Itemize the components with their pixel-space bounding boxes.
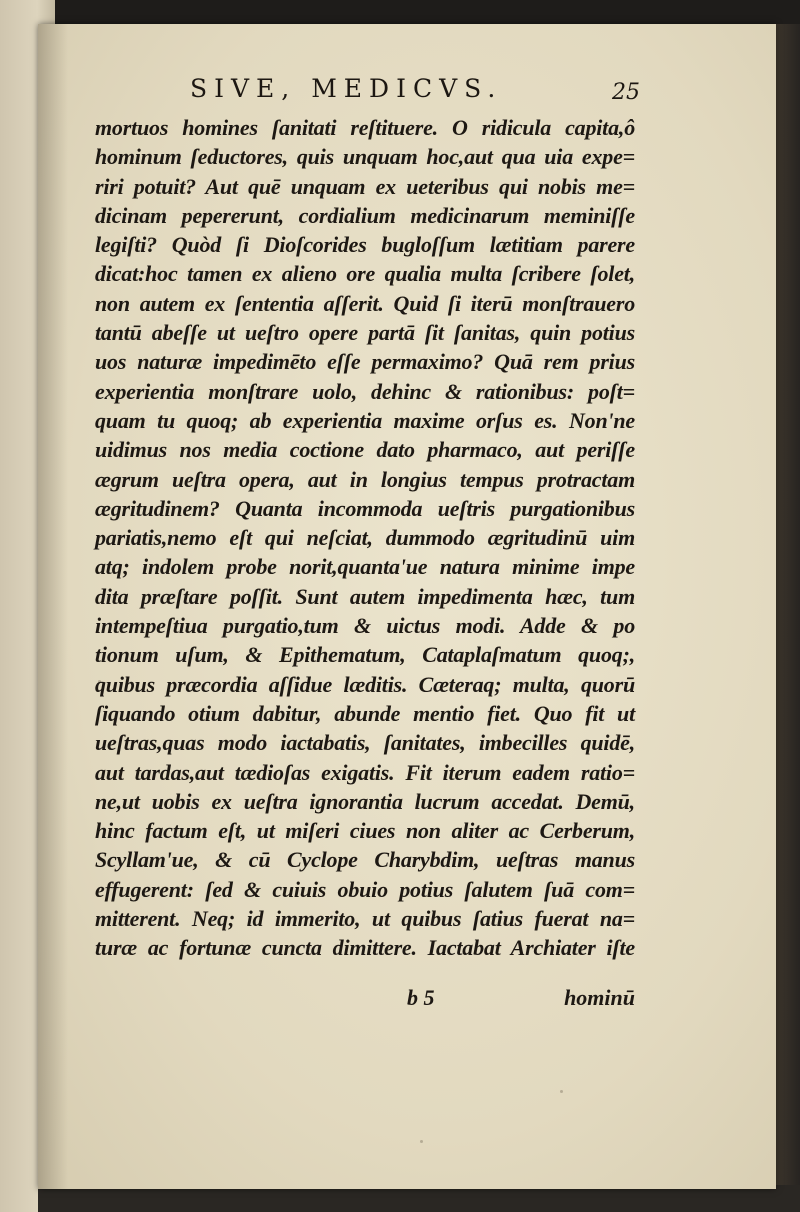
text-line: intempeſtiua purgatio,tum & uictus modi. Adde & po bbox=[95, 613, 635, 639]
text-line: quam tu quoq; ab experientia maxime orſus es. Non'ne bbox=[95, 407, 635, 433]
text-line: dita præſtare poſſit. Sunt autem impedimenta hæc, tum bbox=[95, 583, 635, 609]
text-line: dicat:hoc tamen ex alieno ore qualia multa ſcribere ſolet, bbox=[95, 261, 635, 287]
text-line: mitterent. Neq; id immerito, ut quibus ſatius fuerat na= bbox=[95, 906, 635, 932]
signature-mark: b 5 bbox=[407, 985, 435, 1010]
text-line: effugerent: ſed & cuiuis obuio potius ſalutem ſuā com= bbox=[95, 876, 635, 902]
text-line: legiſti? Quòd ſi Dioſcorides bugloſſum lætitiam parere bbox=[95, 232, 635, 258]
text-line: hominum ſeductores, quis unquam hoc,aut qua uia expe= bbox=[95, 144, 635, 170]
text-line: Scyllam'ue, & cū Cyclope Charybdim, ueſtras manus bbox=[95, 847, 635, 873]
text-line: tionum uſum, & Epithematum, Cataplaſmatum quoq;, bbox=[95, 642, 635, 668]
paper-speck bbox=[560, 1090, 563, 1093]
bottom-shadow bbox=[38, 1185, 800, 1212]
text-line: uidimus nos media coctione dato pharmaco, aut periſſe bbox=[95, 437, 635, 463]
text-line: ne,ut uobis ex ueſtra ignorantia lucrum accedat. Demū, bbox=[95, 788, 635, 814]
page-gutter-shadow bbox=[38, 24, 68, 1189]
text-line: pariatis,nemo eſt qui neſciat, dummodo ægritudinū uim bbox=[95, 525, 635, 551]
text-line: non autem ex ſententia aſſerit. Quid ſi iterū monſtrauero bbox=[95, 290, 635, 316]
paper-speck bbox=[420, 1140, 423, 1143]
text-line: experientia monſtrare uolo, dehinc & rationibus: poſt= bbox=[95, 378, 635, 404]
page-number: 25 bbox=[612, 80, 640, 105]
running-head: SIVE, MEDICVS. bbox=[190, 74, 503, 103]
text-line: ueſtras,quas modo iactabatis, ſanitates, imbecilles quidē, bbox=[95, 730, 635, 756]
text-line: ægrum ueſtra opera, aut in longius tempus protractam bbox=[95, 466, 635, 492]
text-line: dicinam pepererunt, cordialium medicinarum meminiſſe bbox=[95, 202, 635, 228]
text-line: hinc factum eſt, ut miſeri ciues non aliter ac Cerberum, bbox=[95, 818, 635, 844]
body-text bbox=[95, 113, 635, 963]
text-line: quibus præcordia aſſidue læditis. Cæteraq; multa, quorū bbox=[95, 671, 635, 697]
text-line: ſiquando otium dabitur, abunde mentio fiet. Quo fit ut bbox=[95, 700, 635, 726]
text-line: riri potuit? Aut quē unquam ex ueteribus qui nobis me= bbox=[95, 173, 635, 199]
text-line: tantū abeſſe ut ueſtro opere partā ſit ſanitas, quin potius bbox=[95, 320, 635, 346]
text-line: atq; indolem probe norit,quanta'ue natura minime impe bbox=[95, 554, 635, 580]
page-footer bbox=[95, 985, 635, 1015]
text-line: turæ ac fortunæ cuncta dimittere. Iactabat Archiater iſte bbox=[95, 935, 635, 961]
text-line: uos naturæ impedimēto eſſe permaximo? Quā rem prius bbox=[95, 349, 635, 375]
text-line: mortuos homines ſanitati reſtituere. O ridicula capita,ô bbox=[95, 115, 635, 140]
text-line: ægritudinem? Quanta incommoda ueſtris purgationibus bbox=[95, 495, 635, 521]
text-line: aut tardas,aut tædioſas exigatis. Fit iterum eadem ratio= bbox=[95, 759, 635, 785]
catchword: hominū bbox=[564, 985, 635, 1010]
